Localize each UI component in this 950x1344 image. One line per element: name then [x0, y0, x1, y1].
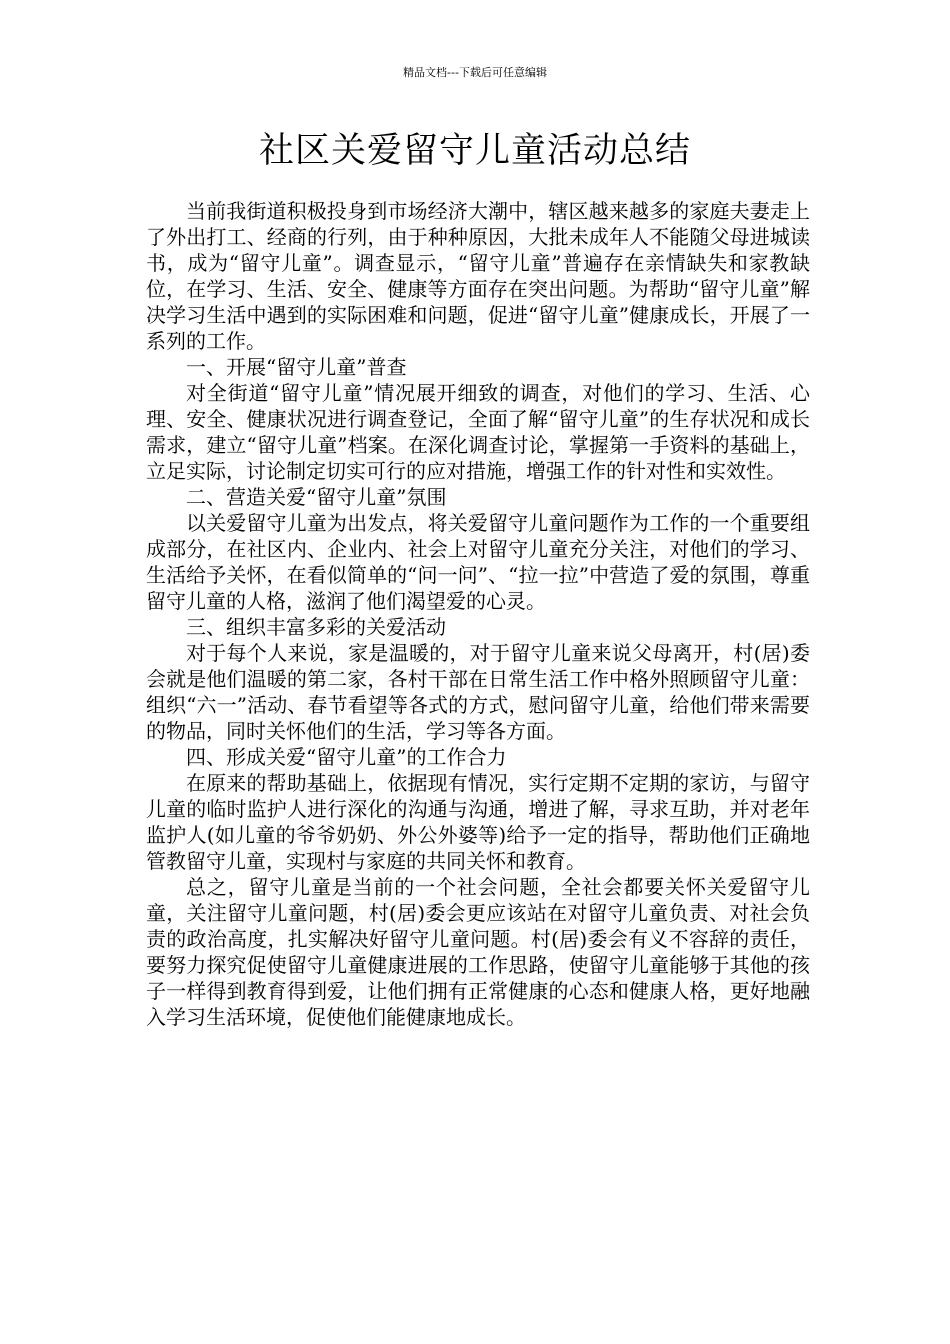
paragraph-section-4: 在原来的帮助基础上，依据现有情况，实行定期不定期的家访，与留守儿童的临时监护人进行深化的沟通与沟通，增进了解，寻求互助，并对老年监护人(如儿童的爷爷奶奶、外公外婆等)给予一定的指导，帮助他们正确地管教留守儿童，实现村与家庭的共同关怀和教育。	[146, 771, 810, 873]
section-heading-4: 四、形成关爱“留守儿童”的工作合力	[186, 745, 507, 769]
section-heading-2: 二、营造关爱“留守儿童”氛围	[186, 485, 447, 509]
paragraph-section-3: 对于每个人来说，家是温暖的，对于留守儿童来说父母离开，村(居)委会就是他们温暖的第二家，各村干部在日常生活工作中格外照顾留守儿童：组织“六一”活动、春节看望等各式的方式，慰问留守儿童，给他们带来需要的物品，同时关怀他们的生活，学习等各方面。	[146, 641, 810, 743]
header-note: 精品文档---下载后可任意编辑	[403, 66, 547, 79]
paragraph-section-2: 以关爱留守儿童为出发点，将关爱留守儿童问题作为工作的一个重要组成部分，在社区内、企业内、社会上对留守儿童充分关注，对他们的学习、生活给予关怀，在看似简单的“问一问”、“拉一拉”中营造了爱的氛围，尊重留守儿童的人格，滋润了他们渴望爱的心灵。	[146, 511, 810, 613]
document-body	[146, 198, 810, 1030]
paragraph-section-1: 对全街道“留守儿童”情况展开细致的调查，对他们的学习、生活、心理、安全、健康状况进行调查登记，全面了解“留守儿童”的生存状况和成长需求，建立“留守儿童”档案。在深化调查讨论，掌握第一手资料的基础上，立足实际，讨论制定切实可行的应对措施，增强工作的针对性和实效性。	[146, 381, 810, 483]
paragraph-conclusion: 总之，留守儿童是当前的一个社会问题，全社会都要关怀关爱留守儿童，关注留守儿童问题，村(居)委会更应该站在对留守儿童负责、对社会负责的政治高度，扎实解决好留守儿童问题。村(居)委会有义不容辞的责任，要努力探究促使留守儿童健康进展的工作思路，使留守儿童能够于其他的孩子一样得到教育得到爱，让他们拥有正常健康的心态和健康人格，更好地融入学习生活环境，促使他们能健康地成长。	[146, 875, 810, 1029]
paragraph-intro: 当前我街道积极投身到市场经济大潮中，辖区越来越多的家庭夫妻走上了外出打工、经商的行列，由于种种原因，大批未成年人不能随父母进城读书，成为“留守儿童”。调查显示，“留守儿童”普遍存在亲情缺失和家教缺位，在学习、生活、安全、健康等方面存在突出问题。为帮助“留守儿童”解决学习生活中遇到的实际困难和问题，促进“留守儿童”健康成长，开展了一系列的工作。	[146, 199, 810, 353]
section-heading-1: 一、开展“留守儿童”普查	[186, 355, 407, 379]
section-heading-3: 三、组织丰富多彩的关爱活动	[186, 615, 446, 639]
document-title: 社区关爱留守儿童活动总结	[258, 131, 691, 171]
